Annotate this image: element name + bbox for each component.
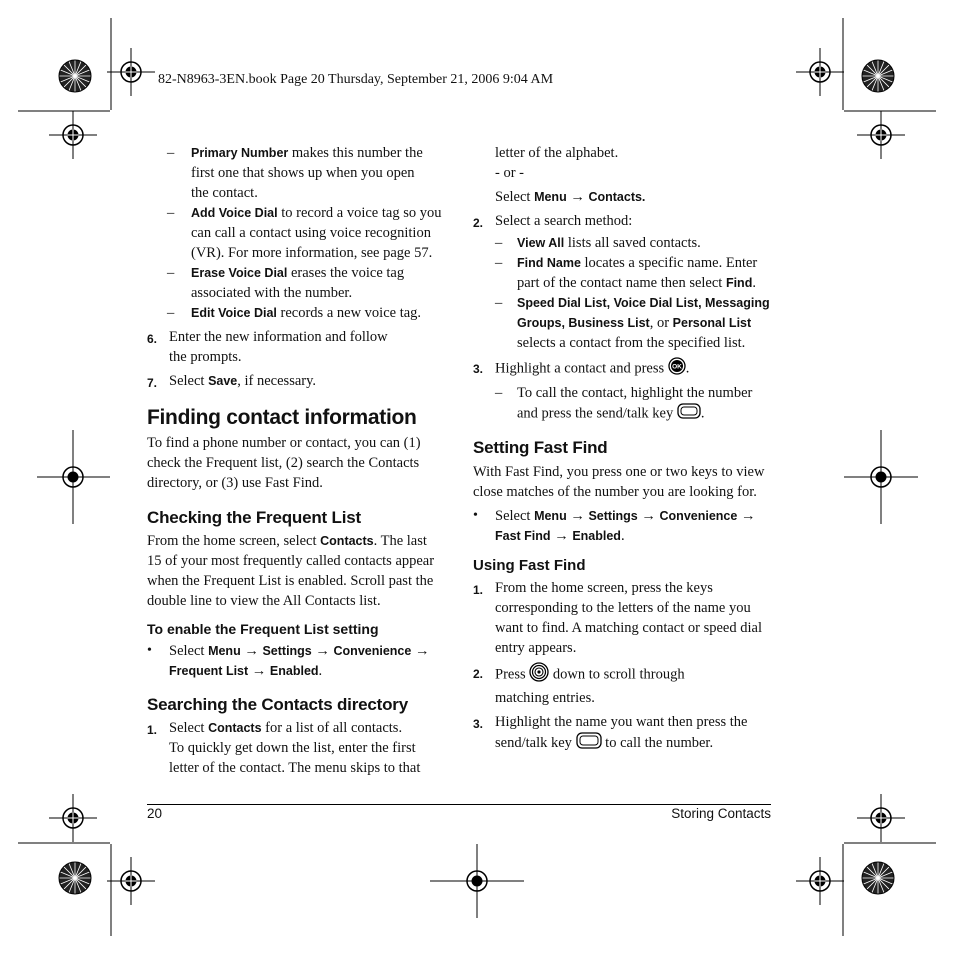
text: lists all saved contacts. xyxy=(564,235,701,251)
text: Select a search method: xyxy=(495,213,633,229)
menu-label: Menu xyxy=(534,509,567,523)
text: Enter the new information and follow xyxy=(169,329,388,345)
menu-label: Erase Voice Dial xyxy=(191,266,288,280)
section-name: Storing Contacts xyxy=(671,806,771,821)
text: . xyxy=(752,275,756,291)
text: Highlight a contact and press xyxy=(495,360,668,377)
menu-label: Contacts xyxy=(208,721,262,735)
using-step-1 xyxy=(473,578,783,658)
text: directory, or (3) use Fast Find. xyxy=(147,475,323,491)
footer-rule xyxy=(147,804,771,805)
step-number: 3. xyxy=(473,717,484,731)
menu-label: Menu xyxy=(208,644,241,658)
ok-key-label: OK xyxy=(671,363,682,371)
dash: – xyxy=(495,385,503,401)
menu-label: Messaging xyxy=(705,296,770,310)
arrow: → xyxy=(637,508,660,524)
text: . xyxy=(620,528,625,544)
menu-label: Enabled xyxy=(269,664,319,678)
menu-label: Settings xyxy=(262,644,312,658)
text: To quickly get down the list, enter the first xyxy=(169,740,416,756)
menu-label: Add Voice Dial xyxy=(191,206,278,220)
dash: – xyxy=(167,305,175,321)
menu-label: Voice Dial List xyxy=(613,296,699,310)
text: can call a contact using voice recognition xyxy=(191,225,431,241)
step-number: 1. xyxy=(147,723,158,737)
method-find-name xyxy=(473,253,783,293)
send-key-icon xyxy=(677,403,701,425)
heading-enable-frequent-list: To enable the Frequent List setting xyxy=(147,621,379,637)
book-header: 82-N8963-3EN.book Page 20 Thursday, September 21, 2006 9:04 AM xyxy=(158,72,554,87)
text: , if necessary. xyxy=(237,373,317,389)
finding-intro xyxy=(147,433,447,493)
call-contact xyxy=(473,383,783,425)
right-column xyxy=(473,143,783,755)
menu-label: Groups xyxy=(517,316,562,330)
text: down to scroll through xyxy=(549,666,685,683)
text: Highlight the name you want then press the xyxy=(495,714,748,730)
arrow: → xyxy=(550,528,573,544)
menu-label: Convenience xyxy=(659,509,738,523)
text: Press xyxy=(495,666,530,683)
menu-label: Personal List xyxy=(672,316,752,330)
text: the prompts. xyxy=(169,349,242,365)
menu-label: Find Name xyxy=(517,256,581,270)
menu-label: View All xyxy=(517,236,565,250)
text: the contact. xyxy=(191,185,258,201)
step-number: 3. xyxy=(473,362,484,376)
option-primary-number xyxy=(147,143,447,203)
text: To find a phone number or contact, you can (1) xyxy=(147,435,421,451)
text: to call the number. xyxy=(601,734,714,751)
menu-label: Menu xyxy=(534,190,567,204)
menu-label: Contacts. xyxy=(588,190,646,204)
step-6 xyxy=(147,327,447,367)
heading-finding-contact-information: Finding contact information xyxy=(147,406,417,429)
text: records a new voice tag. xyxy=(276,305,422,321)
text: double line to view the All Contacts list. xyxy=(147,593,381,609)
using-step-3 xyxy=(473,712,783,755)
searching-step-1 xyxy=(147,718,447,778)
text: From the home screen, press the keys xyxy=(495,580,713,596)
text: letter of the contact. The menu skips to that xyxy=(169,760,421,776)
step-2 xyxy=(473,211,783,231)
text: check the Frequent list, (2) search the Contacts xyxy=(147,455,420,471)
text: , xyxy=(606,296,614,310)
arrow: → xyxy=(240,643,263,659)
ok-key-icon xyxy=(668,357,686,381)
text: when the Frequent List is enabled. Scroll past the xyxy=(147,573,434,589)
text: . xyxy=(700,405,705,422)
heading-setting-fast-find: Setting Fast Find xyxy=(473,438,608,457)
menu-label: Convenience xyxy=(333,644,412,658)
option-edit-voice-dial xyxy=(147,303,447,323)
select-path xyxy=(495,187,645,207)
arrow: → xyxy=(566,189,589,205)
page-number: 20 xyxy=(147,806,163,821)
text: part of the contact name then select xyxy=(517,275,726,291)
text: . xyxy=(685,360,690,377)
heading-searching-contacts: Searching the Contacts directory xyxy=(147,695,408,714)
text: makes this number the xyxy=(288,145,423,161)
method-view-all xyxy=(473,233,783,253)
heading-using-fast-find: Using Fast Find xyxy=(473,557,586,574)
text: - or - xyxy=(495,165,524,181)
text: send/talk key xyxy=(495,734,576,751)
text: erases the voice tag xyxy=(287,265,405,281)
dash: – xyxy=(495,235,503,251)
arrow: → xyxy=(248,663,270,679)
menu-label: Business List xyxy=(568,316,650,330)
text: associated with the number. xyxy=(191,285,353,301)
text: first one that shows up when you open xyxy=(191,165,415,181)
menu-label: Find xyxy=(725,276,753,290)
menu-label: Edit Voice Dial xyxy=(191,306,277,320)
text: , or xyxy=(649,315,673,331)
arrow: → xyxy=(566,508,589,524)
dash: – xyxy=(495,255,503,271)
menu-label: Settings xyxy=(588,509,638,523)
menu-label: Contacts xyxy=(320,534,374,548)
text: want to find. A matching contact or speed dial xyxy=(495,620,762,636)
step-3 xyxy=(473,357,783,381)
text: To call the contact, highlight the number xyxy=(517,385,753,401)
text: letter of the alphabet. xyxy=(495,145,619,161)
using-step-2 xyxy=(473,662,783,708)
text: selects a contact from the specified list. xyxy=(517,335,746,351)
step-number: 6. xyxy=(147,332,158,346)
dash: – xyxy=(167,205,175,221)
heading-checking-frequent-list: Checking the Frequent List xyxy=(147,508,361,527)
text: With Fast Find, you press one or two keys to view xyxy=(473,464,765,480)
text: matching entries. xyxy=(495,690,595,706)
menu-label: Save xyxy=(208,374,238,388)
option-erase-voice-dial xyxy=(147,263,447,303)
text: , xyxy=(698,296,706,310)
bullet: • xyxy=(473,508,478,523)
bullet-enable-frequent-list xyxy=(147,641,447,681)
menu-label: Enabled xyxy=(572,529,621,543)
text: locates a specific name. Enter xyxy=(580,255,758,271)
text: Select xyxy=(495,189,535,205)
left-column xyxy=(147,143,447,778)
text: Select xyxy=(495,508,535,524)
text: 15 of your most frequently called contacts appear xyxy=(147,553,435,569)
arrow: → xyxy=(737,508,756,524)
dash: – xyxy=(495,295,503,311)
text: . xyxy=(318,663,323,679)
text: for a list of all contacts. xyxy=(261,720,403,736)
step-number: 2. xyxy=(473,216,484,230)
text: corresponding to the letters of the name you xyxy=(495,600,751,616)
text: entry appears. xyxy=(495,640,577,656)
step-number: 7. xyxy=(147,376,158,390)
setting-paragraph xyxy=(473,462,783,502)
text: , xyxy=(561,316,569,330)
step-7 xyxy=(147,371,447,391)
option-add-voice-dial xyxy=(147,203,447,263)
dash: – xyxy=(167,265,175,281)
searching-step-1-continued xyxy=(473,143,783,207)
text: to record a voice tag so you xyxy=(277,205,442,221)
dash: – xyxy=(167,145,175,161)
text: and press the send/talk key xyxy=(517,405,677,422)
checking-paragraph xyxy=(147,531,447,611)
bullet-fast-find xyxy=(473,506,783,546)
step-number: 1. xyxy=(473,583,484,597)
text: Select xyxy=(169,720,209,736)
text: (VR). For more information, see page 57. xyxy=(191,245,433,261)
text: Select xyxy=(169,373,209,389)
text: . The last xyxy=(373,533,427,549)
text: close matches of the number you are looking for. xyxy=(473,484,757,500)
send-key-icon xyxy=(576,732,602,755)
bullet: • xyxy=(147,643,152,658)
navigation-key-icon xyxy=(529,662,549,688)
menu-label: Speed Dial List xyxy=(517,296,607,310)
arrow: → xyxy=(411,643,430,659)
step-number: 2. xyxy=(473,667,484,681)
arrow: → xyxy=(311,643,334,659)
menu-label: Primary Number xyxy=(191,146,289,160)
text: Select xyxy=(169,643,209,659)
menu-label: Frequent List xyxy=(169,664,249,678)
text: From the home screen, select xyxy=(147,533,321,549)
method-lists xyxy=(473,293,783,353)
menu-label: Fast Find xyxy=(495,529,551,543)
